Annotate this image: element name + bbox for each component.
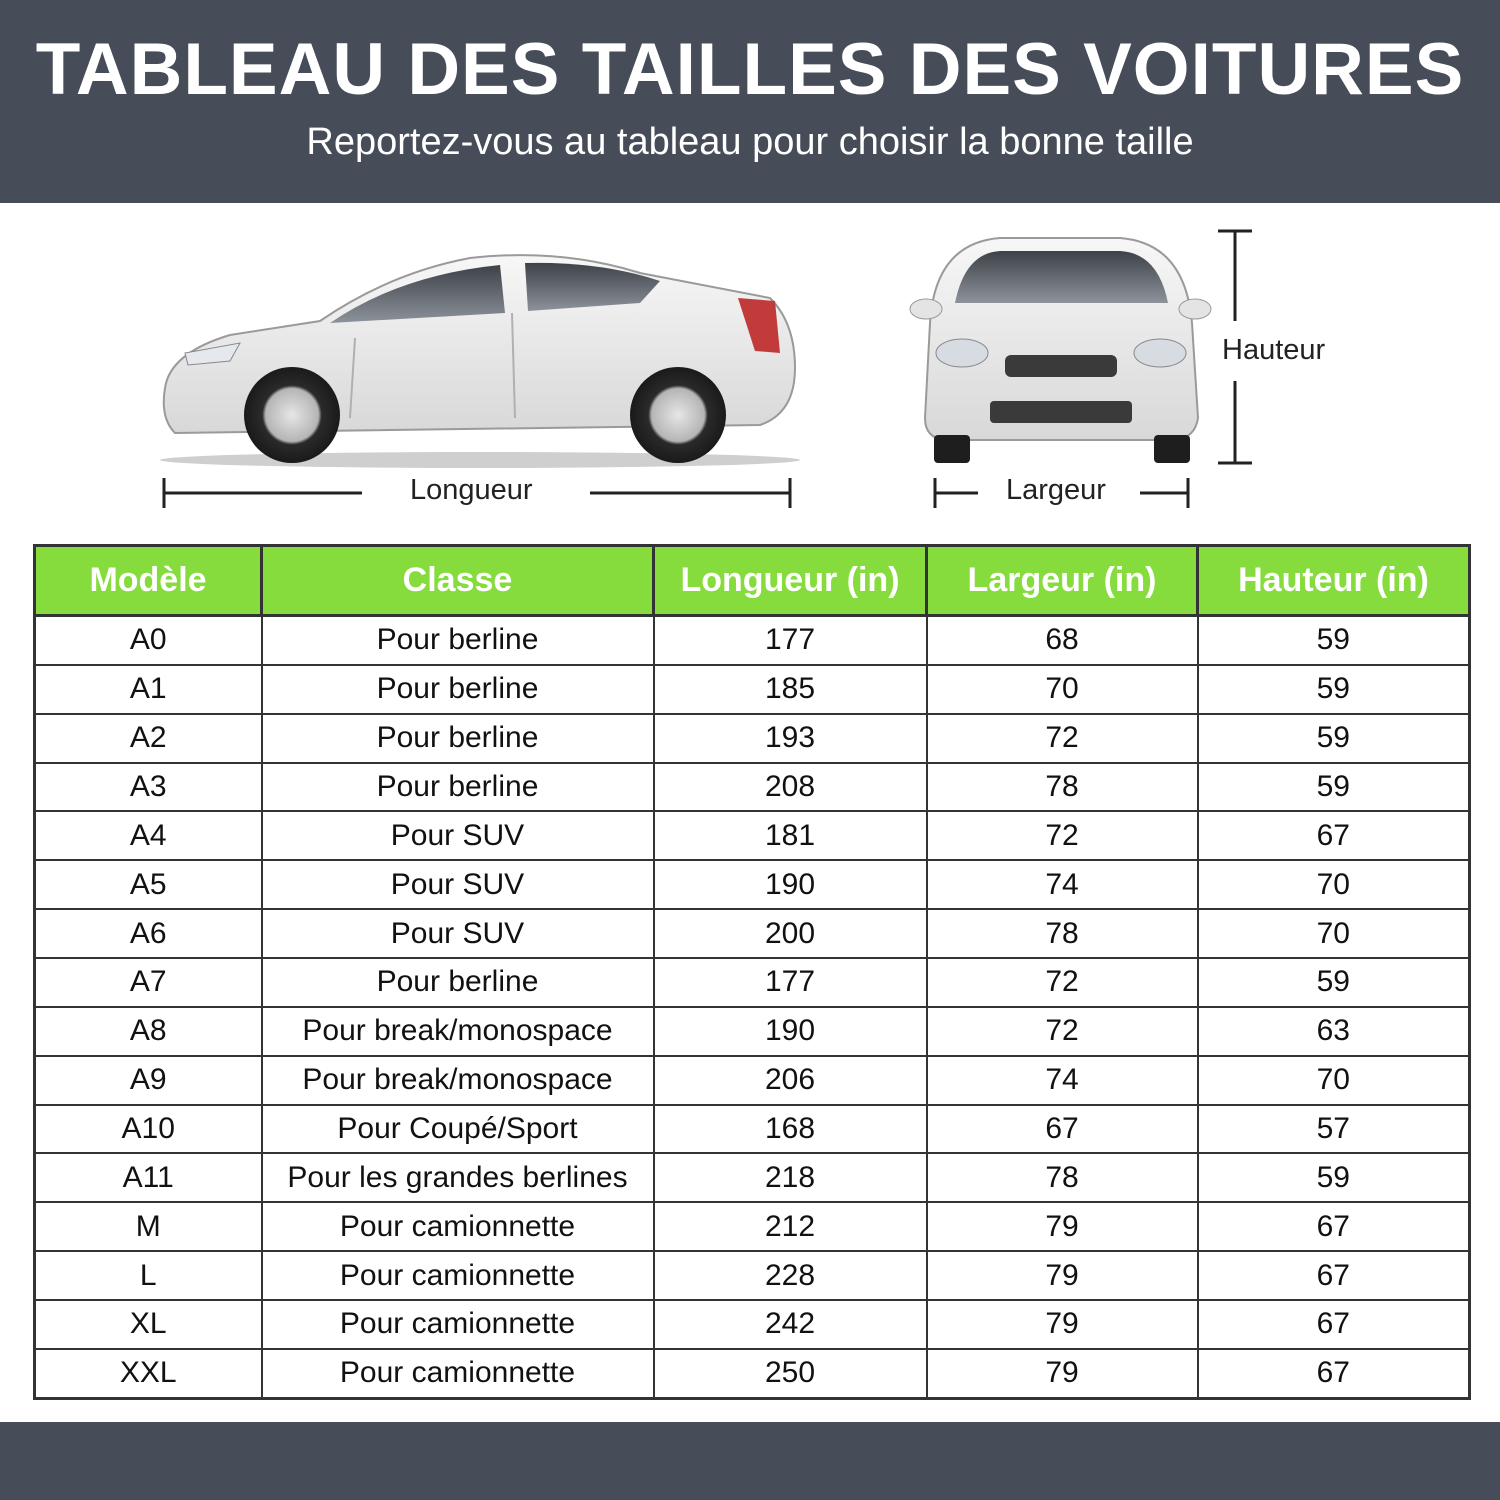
cell-width: 78 (927, 909, 1198, 958)
height-label: Hauteur (1214, 333, 1333, 367)
cell-model: A3 (35, 763, 262, 812)
cell-height: 59 (1198, 1153, 1470, 1202)
cell-length: 168 (654, 1105, 927, 1154)
cell-class: Pour camionnette (262, 1300, 654, 1349)
cell-model: A6 (35, 909, 262, 958)
table-row (35, 1202, 1470, 1251)
cell-height: 67 (1198, 811, 1470, 860)
cell-width: 72 (927, 811, 1198, 860)
column-header-class: Classe (262, 546, 654, 616)
cell-class: Pour camionnette (262, 1251, 654, 1300)
cell-length: 190 (654, 860, 927, 909)
cell-height: 63 (1198, 1007, 1470, 1056)
cell-class: Pour berline (262, 763, 654, 812)
cell-model: A0 (35, 616, 262, 665)
cell-length: 177 (654, 616, 927, 665)
cell-width: 67 (927, 1105, 1198, 1154)
table-row (35, 909, 1470, 958)
table-row (35, 1007, 1470, 1056)
cell-width: 78 (927, 1153, 1198, 1202)
cell-height: 70 (1198, 860, 1470, 909)
cell-width: 79 (927, 1349, 1198, 1399)
cell-class: Pour berline (262, 958, 654, 1007)
cell-length: 193 (654, 714, 927, 763)
cell-length: 177 (654, 958, 927, 1007)
column-header-width: Largeur (in) (927, 546, 1198, 616)
table-row (35, 1056, 1470, 1105)
cell-width: 79 (927, 1202, 1198, 1251)
table-row (35, 665, 1470, 714)
cell-model: XXL (35, 1349, 262, 1399)
cell-model: M (35, 1202, 262, 1251)
cell-model: A9 (35, 1056, 262, 1105)
cell-class: Pour SUV (262, 909, 654, 958)
cell-class: Pour SUV (262, 860, 654, 909)
cell-height: 59 (1198, 714, 1470, 763)
cell-length: 218 (654, 1153, 927, 1202)
cell-height: 59 (1198, 616, 1470, 665)
table-row (35, 860, 1470, 909)
cell-length: 250 (654, 1349, 927, 1399)
cell-height: 70 (1198, 909, 1470, 958)
cell-class: Pour break/monospace (262, 1007, 654, 1056)
cell-width: 68 (927, 616, 1198, 665)
cell-model: A8 (35, 1007, 262, 1056)
cell-width: 78 (927, 763, 1198, 812)
cell-length: 181 (654, 811, 927, 860)
cell-height: 59 (1198, 763, 1470, 812)
cell-class: Pour berline (262, 616, 654, 665)
cell-class: Pour Coupé/Sport (262, 1105, 654, 1154)
size-table-container (33, 544, 1468, 1400)
cell-height: 59 (1198, 665, 1470, 714)
cell-class: Pour camionnette (262, 1349, 654, 1399)
cell-length: 228 (654, 1251, 927, 1300)
cell-length: 208 (654, 763, 927, 812)
cell-class: Pour berline (262, 665, 654, 714)
cell-width: 72 (927, 1007, 1198, 1056)
page-title: TABLEAU DES TAILLES DES VOITURES (35, 29, 1465, 110)
cell-height: 67 (1198, 1349, 1470, 1399)
table-row (35, 1153, 1470, 1202)
table-row (35, 616, 1470, 665)
car-side-body (160, 255, 800, 468)
table-row (35, 763, 1470, 812)
cell-model: A5 (35, 860, 262, 909)
cell-length: 206 (654, 1056, 927, 1105)
width-label: Largeur (998, 473, 1114, 507)
cell-model: A2 (35, 714, 262, 763)
column-header-height: Hauteur (in) (1198, 546, 1470, 616)
table-row (35, 714, 1470, 763)
cell-length: 212 (654, 1202, 927, 1251)
cell-length: 200 (654, 909, 927, 958)
cell-class: Pour les grandes berlines (262, 1153, 654, 1202)
cell-model: L (35, 1251, 262, 1300)
cell-model: A1 (35, 665, 262, 714)
cell-model: A10 (35, 1105, 262, 1154)
cell-width: 72 (927, 714, 1198, 763)
cell-model: A4 (35, 811, 262, 860)
table-row (35, 1300, 1470, 1349)
table-header-row (35, 546, 1470, 616)
header-banner (0, 0, 1500, 203)
cell-width: 79 (927, 1300, 1198, 1349)
car-dimension-diagram (0, 203, 1500, 543)
table-row (35, 1105, 1470, 1154)
cell-class: Pour break/monospace (262, 1056, 654, 1105)
page-subtitle: Reportez-vous au tableau pour choisir la bonne taille (306, 121, 1194, 163)
table-row (35, 1349, 1470, 1399)
car-side-view-image (0, 203, 1500, 543)
cell-height: 70 (1198, 1056, 1470, 1105)
cell-width: 70 (927, 665, 1198, 714)
length-label: Longueur (402, 473, 541, 507)
column-header-length: Longueur (in) (654, 546, 927, 616)
cell-class: Pour SUV (262, 811, 654, 860)
table-row (35, 1251, 1470, 1300)
size-table (33, 544, 1471, 1400)
table-row (35, 958, 1470, 1007)
cell-height: 67 (1198, 1300, 1470, 1349)
cell-class: Pour berline (262, 714, 654, 763)
cell-class: Pour camionnette (262, 1202, 654, 1251)
cell-length: 242 (654, 1300, 927, 1349)
cell-model: A7 (35, 958, 262, 1007)
cell-height: 67 (1198, 1251, 1470, 1300)
column-header-model: Modèle (35, 546, 262, 616)
cell-width: 72 (927, 958, 1198, 1007)
table-row (35, 811, 1470, 860)
cell-height: 59 (1198, 958, 1470, 1007)
cell-model: A11 (35, 1153, 262, 1202)
cell-height: 67 (1198, 1202, 1470, 1251)
footer-band (0, 1422, 1500, 1500)
cell-width: 79 (927, 1251, 1198, 1300)
cell-model: XL (35, 1300, 262, 1349)
cell-length: 185 (654, 665, 927, 714)
cell-length: 190 (654, 1007, 927, 1056)
cell-height: 57 (1198, 1105, 1470, 1154)
car-front-body (910, 238, 1211, 463)
cell-width: 74 (927, 860, 1198, 909)
cell-width: 74 (927, 1056, 1198, 1105)
